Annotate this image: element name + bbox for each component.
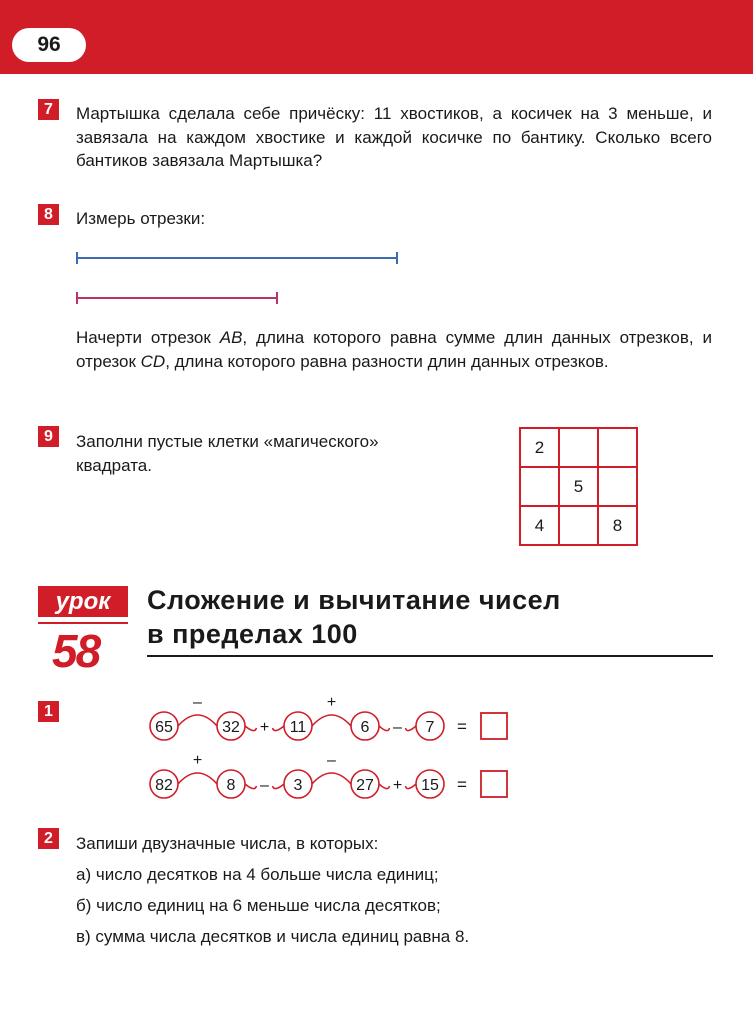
lesson-task-2-prompt: Запиши двузначные числа, в которых: (76, 834, 379, 853)
equals-sign: = (457, 717, 467, 736)
calc-chain-2 (140, 750, 520, 800)
magic-cell[interactable]: 5 (559, 467, 598, 506)
calc-chain-1 (140, 692, 520, 742)
segment-ab-label: AB (219, 328, 243, 347)
lesson-number: 58 (52, 625, 100, 677)
chain-arc (379, 726, 390, 731)
magic-cell[interactable]: 8 (598, 506, 637, 545)
magic-cell[interactable] (559, 506, 598, 545)
chain-number: 6 (360, 719, 370, 736)
lesson-task-2-number: 2 (38, 828, 59, 849)
magic-square (519, 427, 638, 546)
magic-cell[interactable] (598, 428, 637, 467)
chain-number: 65 (155, 719, 173, 736)
answer-box[interactable] (481, 713, 507, 739)
chain-arc (312, 773, 351, 784)
chain-operator: + (326, 694, 337, 711)
answer-box[interactable] (481, 771, 507, 797)
lesson-task-2-item-b: б) число единиц на 6 меньше числа десятков; (76, 896, 441, 915)
task-7-text: Мартышка сделала себе причёску: 11 хвостиков, а косичек на 3 меньше, и завязала на каждом хвостике и каждой косичке по бантику. Сколько всего бантиков завязала Мартышка? (76, 104, 712, 170)
chain-operator: + (392, 777, 403, 794)
chain-number: 8 (226, 777, 236, 794)
chain-operator: + (259, 719, 270, 736)
task-8-instruction (76, 326, 712, 373)
chain-number: 32 (222, 719, 240, 736)
chain-number: 3 (293, 777, 303, 794)
page-header (0, 0, 753, 74)
task-9-number: 9 (38, 426, 59, 447)
chain-arc (245, 784, 257, 789)
chain-operator: – (393, 719, 402, 736)
chain-arc (406, 726, 417, 731)
segment-cd-label: CD (140, 351, 166, 371)
task-8-instruction-part2: , длина которого равна сумме длин данных отрезков, и отрезок (76, 328, 712, 371)
magic-cell[interactable]: 2 (520, 428, 559, 467)
chain-arc (273, 726, 285, 731)
page-number: 96 (12, 28, 86, 62)
task-8-instruction-part3: , длина которого равна разности длин данных отрезков. (165, 351, 609, 371)
chain-number: 15 (421, 777, 439, 794)
chain-arc (406, 784, 417, 789)
chain-number: 82 (155, 777, 173, 794)
lesson-word: урок (38, 586, 128, 617)
task-8-number: 8 (38, 204, 59, 225)
task-8-instruction-part1: Начерти отрезок (76, 328, 220, 347)
pink-segment (76, 297, 278, 299)
chain-arc (379, 784, 390, 789)
magic-cell[interactable] (598, 467, 637, 506)
chain-arc (312, 715, 351, 726)
chain-arc (178, 715, 217, 726)
chain-arc (273, 784, 285, 789)
task-9-text: Заполни пустые клетки «магического» квадрата. (76, 432, 379, 475)
lesson-task-2-item-a: а) число десятков на 4 больше числа единиц; (76, 865, 439, 884)
chain-operator: – (260, 777, 269, 794)
chain-arc (245, 726, 257, 731)
chain-number: 27 (356, 777, 374, 794)
lesson-task-1-number: 1 (38, 701, 59, 722)
lesson-task-2-item-c: в) сумма числа десятков и числа единиц равна 8. (76, 927, 470, 946)
lesson-title (147, 583, 561, 651)
lesson-title-line-1: Сложение и вычитание чисел (147, 585, 561, 615)
magic-cell[interactable] (520, 467, 559, 506)
magic-cell[interactable]: 4 (520, 506, 559, 545)
chain-number: 11 (289, 719, 307, 736)
equals-sign: = (457, 775, 467, 794)
task-7-number: 7 (38, 99, 59, 120)
lesson-title-line-2: в пределах 100 (147, 619, 358, 649)
chain-operator: + (192, 752, 203, 769)
title-underline (147, 655, 713, 657)
blue-segment (76, 257, 398, 259)
task-8-prompt: Измерь отрезки: (76, 209, 206, 228)
chain-operator: – (327, 752, 336, 769)
chain-number: 7 (425, 719, 435, 736)
chain-operator: – (193, 694, 202, 711)
magic-cell[interactable] (559, 428, 598, 467)
chain-arc (178, 773, 217, 784)
